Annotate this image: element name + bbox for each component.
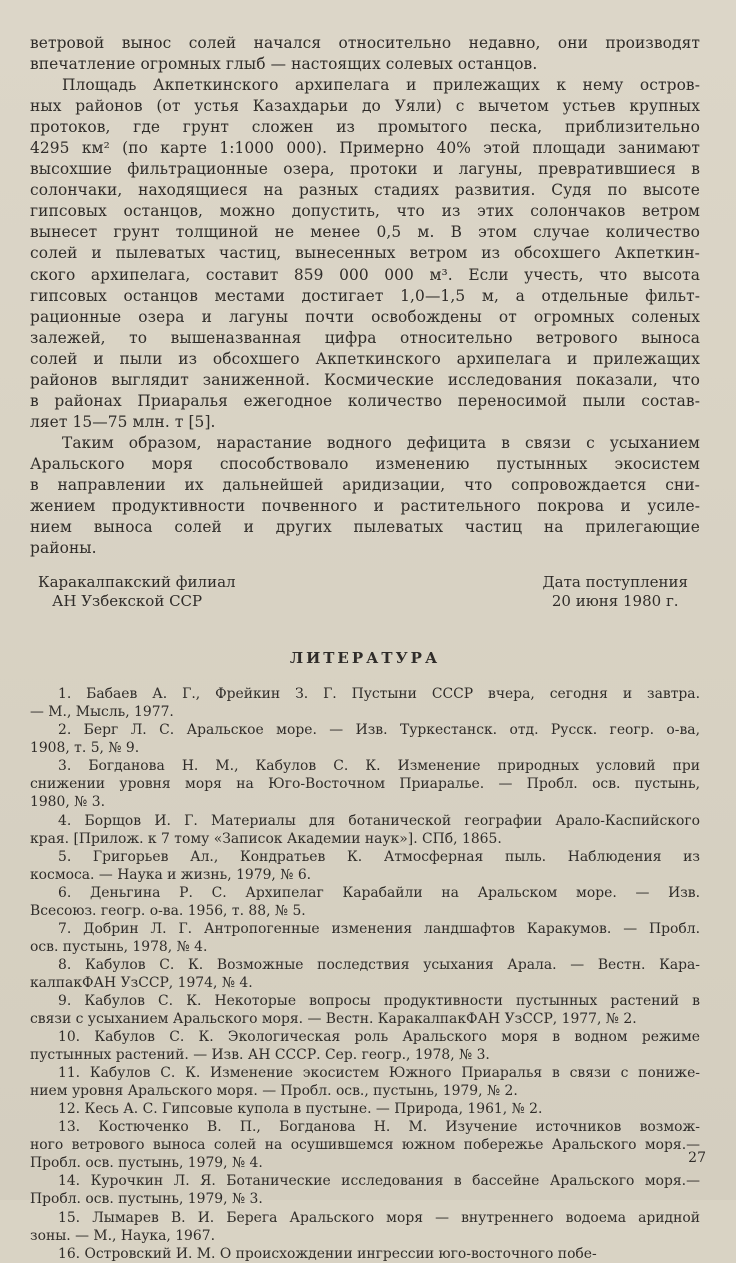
reference-line: зоны. — М., Наука, 1967. <box>30 1227 215 1244</box>
reference-line: Всесоюз. геогр. о-ва. 1956, т. 88, № 5. <box>30 902 306 919</box>
affiliation <box>38 573 236 611</box>
paragraph <box>30 75 700 433</box>
reference-item <box>30 1245 700 1263</box>
paragraph-line: ского архипелага, составит 859 000 000 м³. Если учесть, что высота <box>30 265 700 284</box>
reference-item <box>30 992 700 1028</box>
paragraph-line: в районах Приаралья ежегодное количество переносимой пыли состав- <box>30 391 700 410</box>
affiliation-line-2: АН Узбекской ССР <box>52 592 203 611</box>
reference-line: 1908, т. 5, № 9. <box>30 740 140 757</box>
reference-item <box>30 1100 700 1118</box>
references-title: ЛИТЕРАТУРА <box>289 649 441 668</box>
reference-line: 14. Курочкин Л. Я. Ботанические исследования в бассейне Аральского моря.— <box>58 1173 700 1190</box>
reference-item <box>30 848 700 884</box>
reference-line: 7. Добрин Л. Г. Антропогенные изменения ландшафтов Каракумов. — Пробл. <box>58 920 700 937</box>
reference-item <box>30 1064 700 1100</box>
affiliation-line-1: Каракалпакский филиал <box>38 573 236 592</box>
reference-item <box>30 721 700 757</box>
reference-line: 8. Кабулов С. К. Возможные последствия усыхания Арала. — Вестн. Кара- <box>58 956 700 973</box>
reference-line: калпакФАН УзССР, 1974, № 4. <box>30 974 253 991</box>
reference-line: 16. Островский И. М. О происхождении ингрессии юго-восточного побе- <box>58 1245 597 1262</box>
reference-item <box>30 685 700 721</box>
reference-line: Пробл. осв. пустынь, 1979, № 4. <box>30 1155 263 1172</box>
paragraph-line: солей и пылеватых частиц, вынесенных ветром из обсохшего Акпеткин- <box>30 244 700 263</box>
reference-line: 6. Деньгина Р. С. Архипелаг Карабайли на Аральском море. — Изв. <box>58 884 700 901</box>
paragraph-line: Таким образом, нарастание водного дефицита в связи с усыханием <box>62 433 700 452</box>
paragraph-line: районов выглядит заниженной. Космические исследования показали, что <box>30 370 700 389</box>
reference-line: 1. Бабаев А. Г., Фрейкин З. Г. Пустыни СССР вчера, сегодня и завтра. <box>58 686 700 703</box>
article-body <box>30 33 700 559</box>
paragraph-line: солончаки, находящиеся на разных стадиях развития. Судя по высоте <box>30 181 700 200</box>
reference-line: 9. Кабулов С. К. Некоторые вопросы продуктивности пустынных растений в <box>58 992 700 1009</box>
paragraph-line: Площадь Акпеткинского архипелага и прилежащих к нему остров- <box>62 76 700 95</box>
paragraph-line: рационные озера и лагуны почти освобождены от огромных соленых <box>30 307 700 326</box>
reference-item <box>30 757 700 811</box>
paragraph-line: в направлении их дальнейшей аридизации, что сопровождается сни- <box>30 475 700 494</box>
paragraph-line: 4295 км² (по карте 1:1000 000). Примерно 40% этой площади занимают <box>30 139 700 158</box>
paragraph-line: вынесет грунт толщиной не менее 0,5 м. В этом случае количество <box>30 223 700 242</box>
reference-line: пустынных растений. — Изв. АН СССР. Сер. геогр., 1978, № 3. <box>30 1047 490 1064</box>
paragraph-line: солей и пыли из обсохшего Акпеткинского архипелага и прилежащих <box>30 349 700 368</box>
reference-line: 13. Костюченко В. П., Богданова Н. М. Изучение источников возмож- <box>58 1119 700 1136</box>
reference-line: 4. Борщов И. Г. Материалы для ботанической географии Арало-Каспийского <box>58 812 700 829</box>
reference-line: 10. Кабулов С. К. Экологическая роль Аральского моря в водном режиме <box>58 1029 700 1046</box>
paragraph-line: нием выноса солей и других пылеватых частиц на прилегающие <box>30 518 700 537</box>
paragraph-line: гипсовых останцов местами достигает 1,0—1,5 м, а отдельные фильт- <box>30 286 700 305</box>
reference-line: ного ветрового выноса солей на осушившемся южном побережье Аральского моря.— <box>30 1137 700 1154</box>
reference-item <box>30 1172 700 1208</box>
reference-item <box>30 956 700 992</box>
reference-item <box>30 920 700 956</box>
paragraph-line: ных районов (от устья Казахдарьи до Уяли) с вычетом устьев крупных <box>30 97 700 116</box>
paragraph <box>30 433 700 559</box>
reference-line: связи с усыханием Аральского моря. — Вестн. КаракалпакФАН УзССР, 1977, № 2. <box>30 1011 637 1028</box>
reference-line: 11. Кабулов С. К. Изменение экосистем Южного Приаралья в связи с пониже- <box>58 1065 700 1082</box>
received-label: Дата поступления <box>542 573 688 592</box>
paragraph-line: ляет 15—75 млн. т [5]. <box>30 412 216 431</box>
reference-item <box>30 1118 700 1172</box>
received-info <box>542 573 688 611</box>
reference-line: Пробл. осв. пустынь, 1979, № 3. <box>30 1191 263 1208</box>
paragraph-line: впечатление огромных глыб — настоящих солевых останцов. <box>30 55 538 74</box>
paragraph-line: протоков, где грунт сложен из промытого песка, приблизительно <box>30 118 700 137</box>
paragraph-line: районы. <box>30 539 97 558</box>
page-number: 27 <box>688 1150 706 1166</box>
received-date: 20 июня 1980 г. <box>551 592 679 611</box>
reference-line: 12. Кесь А. С. Гипсовые купола в пустыне. — Природа, 1961, № 2. <box>58 1101 543 1118</box>
reference-line: края. [Прилож. к 7 тому «Записок Академии наук»]. СПб, 1865. <box>30 830 502 847</box>
paragraph <box>30 33 700 75</box>
reference-line: осв. пустынь, 1978, № 4. <box>30 938 208 955</box>
paragraph-line: гипсовых останцов, можно допустить, что из этих солончаков ветром <box>30 202 700 221</box>
reference-line: 3. Богданова Н. М., Кабулов С. К. Изменение природных условий при <box>58 758 700 775</box>
reference-item <box>30 884 700 920</box>
reference-item <box>30 1209 700 1245</box>
references-list <box>30 685 700 1263</box>
reference-line: 5. Григорьев Ал., Кондратьев К. Атмосферная пыль. Наблюдения из <box>58 848 700 865</box>
reference-line: нием уровня Аральского моря. — Пробл. осв., пустынь, 1979, № 2. <box>30 1083 518 1100</box>
signature-block <box>30 573 700 617</box>
reference-item <box>30 812 700 848</box>
paragraph-line: высохшие фильтрационные озера, протоки и лагуны, превратившиеся в <box>30 160 700 179</box>
paragraph-line: ветровой вынос солей начался относительно недавно, они производят <box>30 34 700 52</box>
paragraph-line: залежей, то вышеназванная цифра относительно ветрового выноса <box>30 328 700 347</box>
reference-line: 2. Берг Л. С. Аральское море. — Изв. Туркестанск. отд. Русск. геогр. о-ва, <box>58 722 700 739</box>
reference-line: 1980, № 3. <box>30 794 105 811</box>
reference-line: 15. Лымарев В. И. Берега Аральского моря — внутреннего водоема аридной <box>58 1209 700 1226</box>
reference-line: снижении уровня моря на Юго-Восточном Приаралье. — Пробл. осв. пустынь, <box>30 776 700 793</box>
reference-item <box>30 1028 700 1064</box>
paragraph-line: Аральского моря способствовало изменению пустынных экосистем <box>30 454 700 473</box>
paragraph-line: жением продуктивности почвенного и растительного покрова и усиле- <box>30 497 700 516</box>
reference-line: космоса. — Наука и жизнь, 1979, № 6. <box>30 866 312 883</box>
reference-line: — М., Мысль, 1977. <box>30 704 174 721</box>
